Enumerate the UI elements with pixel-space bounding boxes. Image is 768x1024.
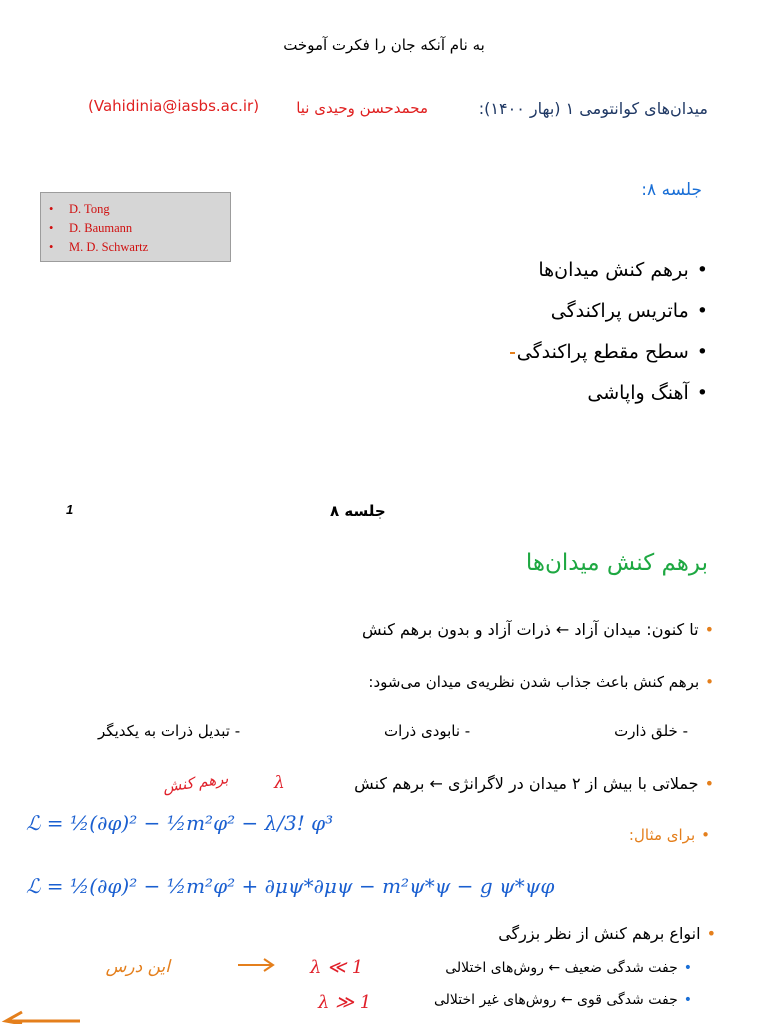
bullet-icon: • <box>701 826 710 844</box>
line-text: انواع برهم کنش از نظر بزرگی <box>498 924 701 943</box>
topic-label: ماتریس پراکندگی <box>550 300 689 322</box>
bullet-icon: • <box>706 924 716 943</box>
strong-coupling-condition: λ ≫ 1 <box>318 992 372 1013</box>
corner-arrow-icon <box>6 1012 80 1024</box>
effect-item: - نابودی ذرات <box>383 722 471 740</box>
page-label: جلسه ۸ <box>330 502 386 520</box>
course-title: میدان‌های کوانتومی ۱ (بهار ۱۴۰۰): <box>478 99 708 118</box>
reference-item: • D. Baumann <box>69 219 230 238</box>
lagrangian-equation-2: ℒ = ½(∂φ)² − ½m²φ² + ∂μψ*∂μψ − m²ψ*ψ − g ψ*ψφ <box>26 874 555 898</box>
this-course-note: این درس <box>105 957 170 977</box>
topic-label: سطح مقطع پراکندگی <box>516 341 689 363</box>
weak-coupling-condition: λ ≪ 1 <box>310 957 364 978</box>
line-text: برای مثال: <box>628 826 696 844</box>
bullet-icon: • <box>683 960 692 976</box>
arrow-icon <box>238 959 273 971</box>
bullet-icon: • <box>683 992 692 1008</box>
bullet-icon: • <box>696 341 708 363</box>
line-text: جفت شدگی ضعیف ← روش‌های اختلالی <box>445 960 678 976</box>
session-heading: جلسه ۸: <box>641 180 702 200</box>
line-text: برهم کنش باعث جذاب شدن نظریه‌ی میدان می‌شود: <box>368 673 700 691</box>
line-text: جملاتی با بیش از ۲ میدان در لاگرانژی ← برهم کنش <box>354 774 699 793</box>
bullet-icon: • <box>705 673 714 691</box>
effect-item: - خلق ذارت <box>614 722 688 740</box>
bullet-icon: • <box>696 300 708 322</box>
lambda-note: λ <box>274 773 285 793</box>
effect-item: - تبدیل ذرات به یکدیگر <box>98 722 241 740</box>
bullet-icon: • <box>704 620 714 639</box>
interaction-note: برهم کنش <box>161 769 230 797</box>
author-name: محمدحسن وحیدی نیا <box>296 99 428 117</box>
line-text: تا کنون: میدان آزاد ← ذرات آزاد و بدون برهم کنش <box>362 620 699 639</box>
bullet-icon: • <box>704 774 714 793</box>
topic-label: آهنگ واپاشی <box>587 382 689 404</box>
bullet-icon: • <box>696 259 708 281</box>
section-title: برهم کنش میدان‌ها <box>525 550 708 576</box>
reference-item: • D. Tong <box>69 200 230 219</box>
page-number: 1 <box>66 502 74 517</box>
lagrangian-equation-1: ℒ = ½(∂φ)² − ½m²φ² − λ/3! φ³ <box>26 811 334 835</box>
line-text: جفت شدگی قوی ← روش‌های غیر اختلالی <box>433 992 678 1008</box>
bismillah-header: به نام آنکه جان را فکرت آموخت <box>283 36 485 54</box>
topic-label: برهم کنش میدان‌ها <box>538 259 689 281</box>
bullet-icon: • <box>696 382 708 404</box>
author-email: (Vahidinia@iasbs.ac.ir) <box>88 97 260 115</box>
reference-item: • M. D. Schwartz <box>69 238 230 257</box>
